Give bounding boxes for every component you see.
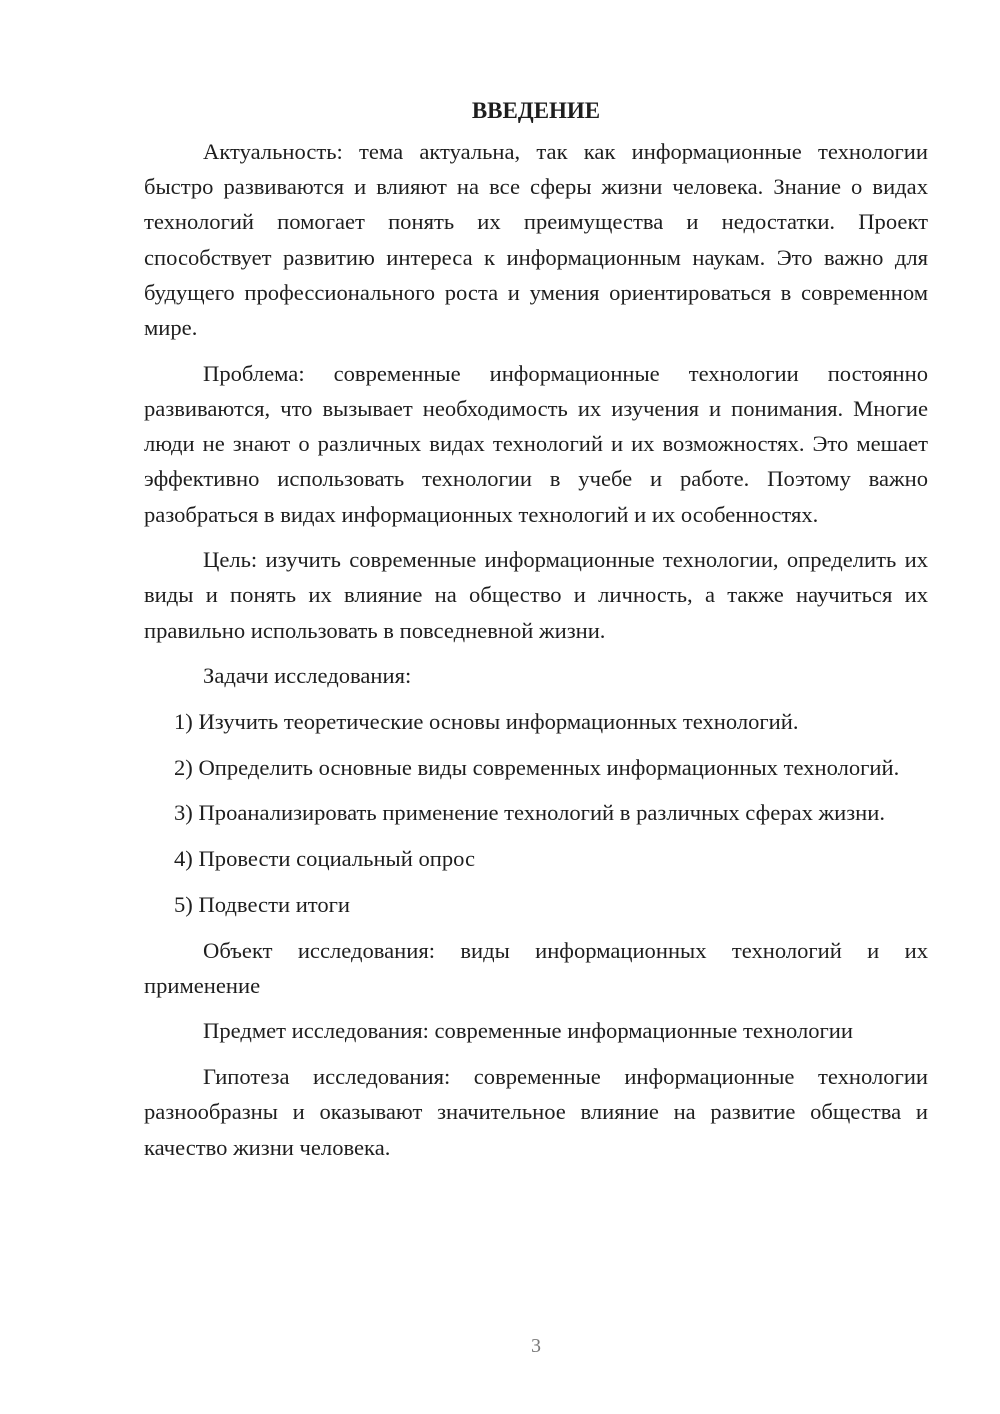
problem-paragraph: Проблема: современные информационные технологии постоянно развиваются, что вызывает необходимость их изучения и понимания. Многие люди не знают о различных видах технологий и их возможностях. Это мешает эффективно использовать технологии в учебе и работе. Поэтому важно разобраться в видах информационных технологий и их особенностях. <box>144 360 928 527</box>
hypothesis-paragraph: Гипотеза исследования: современные информационные технологии разнообразны и оказывают значительное влияние на развитие общества и качество жизни человека. <box>144 1064 928 1160</box>
page-number: 3 <box>531 1335 541 1357</box>
task-item-2: 2) Определить основные виды современных информационных технологий. <box>174 754 900 780</box>
relevance-paragraph: Актуальность: тема актуальна, так как информационные технологии быстро развиваются и влияют на все сферы жизни человека. Знание о видах технологий помогает понять их преимущества и недостатки. Проект способствует развитию интереса к информационным наукам. Это важно для будущего профессионального роста и умения ориентироваться в современном мире. <box>144 139 928 341</box>
page-content <box>144 93 928 1165</box>
task-item-5: 5) Подвести итоги <box>174 891 351 917</box>
task-item-4: 4) Провести социальный опрос <box>174 846 476 872</box>
goal-paragraph: Цель: изучить современные информационные технологии, определить их виды и понять их влияние на общество и личность, а также научиться их правильно использовать в повседневной жизни. <box>144 547 928 643</box>
object-paragraph: Объект исследования: виды информационных технологий и их применение <box>144 937 928 998</box>
section-title: ВВЕДЕНИЕ <box>471 98 601 123</box>
task-item-3: 3) Проанализировать применение технологий в различных сферах жизни. <box>174 800 885 826</box>
tasks-heading: Задачи исследования: <box>203 663 412 689</box>
subject-paragraph: Предмет исследования: современные информационные технологии <box>203 1018 853 1044</box>
task-item-1: 1) Изучить теоретические основы информационных технологий. <box>174 709 799 735</box>
